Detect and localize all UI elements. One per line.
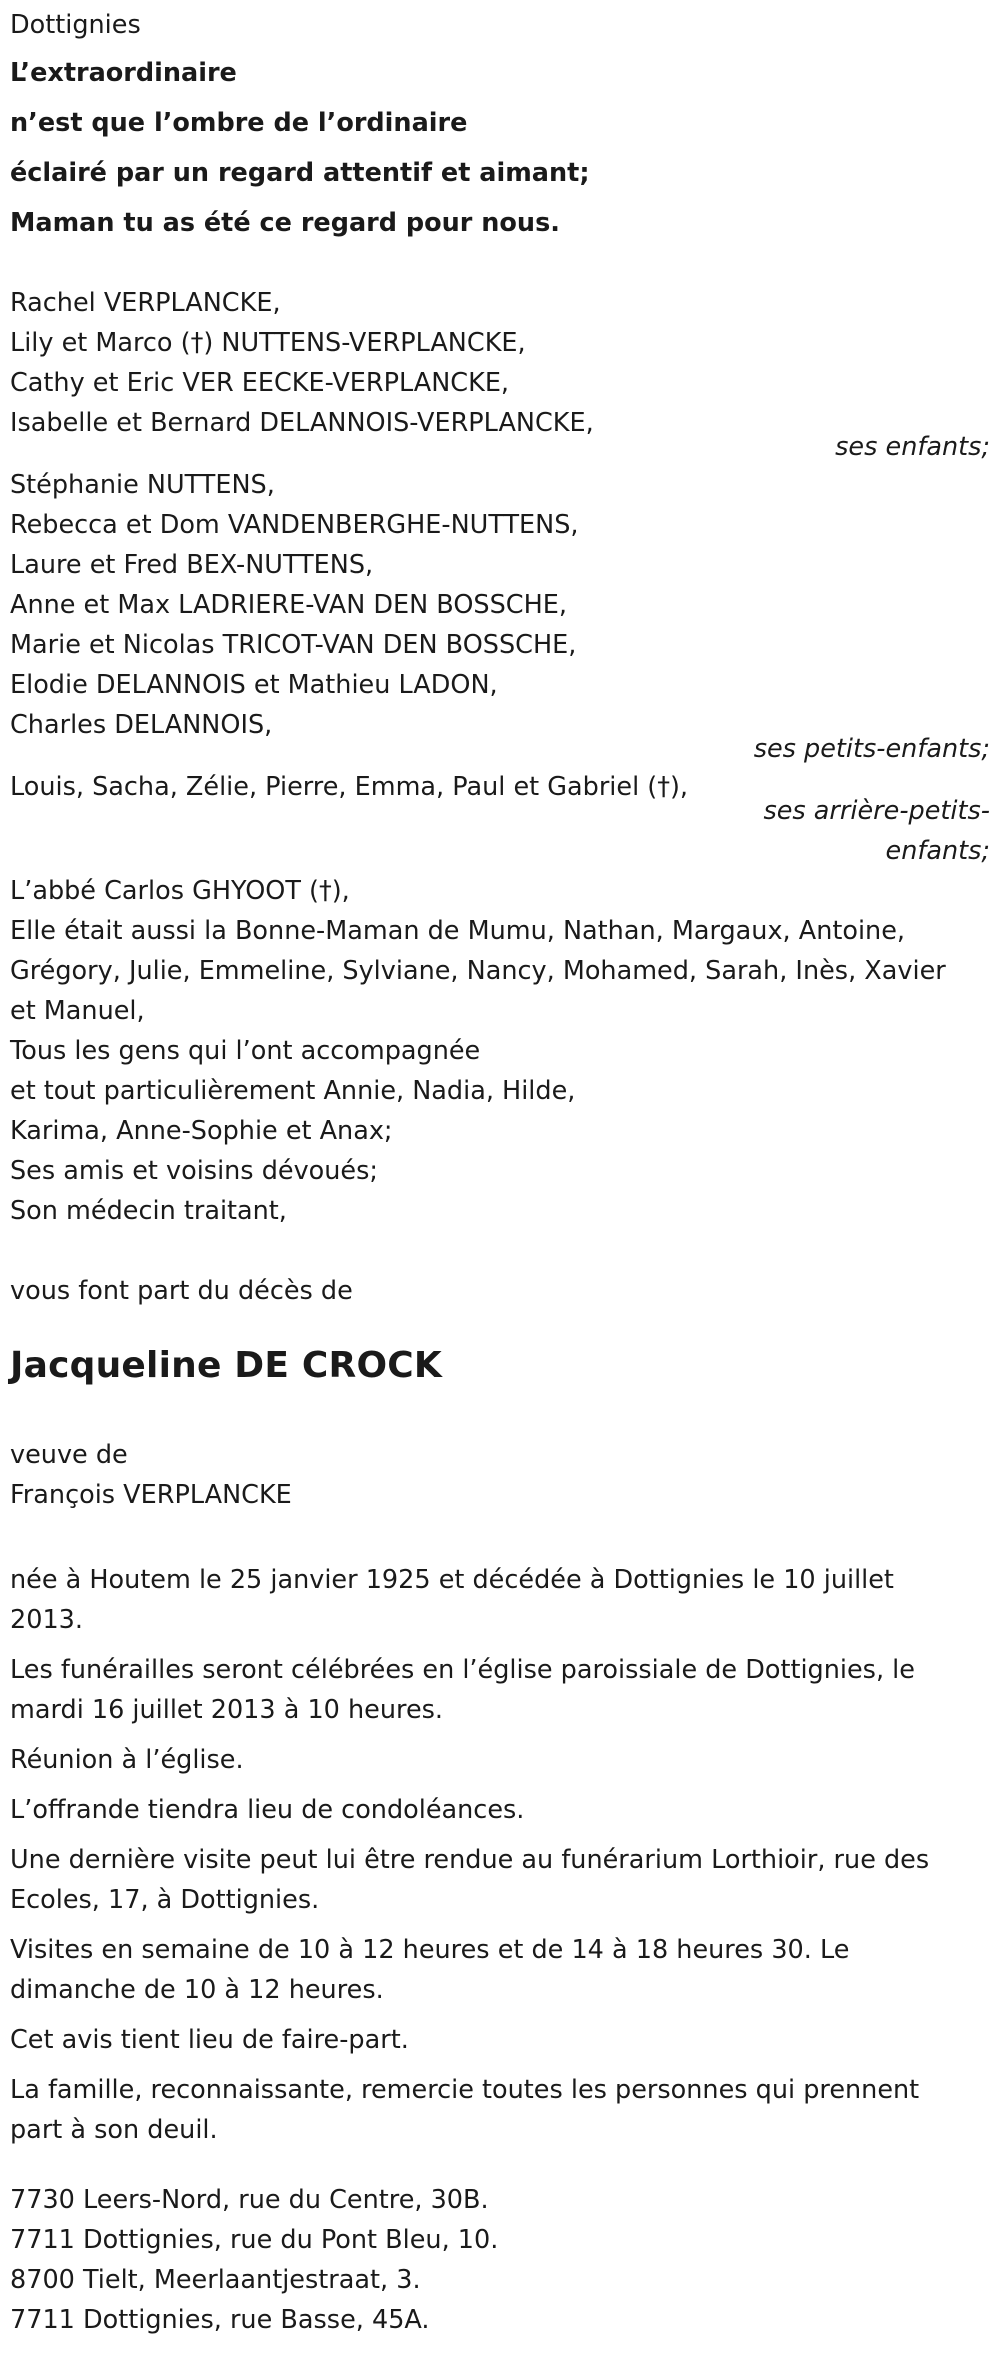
grandchild-2: Rebecca et Dom VANDENBERGHE-NUTTENS, <box>10 510 579 540</box>
detail-offering: L’offrande tiendra lieu de condoléances. <box>10 1795 525 1825</box>
detail-visit: Une dernière visite peut lui être rendue au funérarium Lorthioir, rue des Ecoles, 17, à Dottignies. <box>10 1845 930 1915</box>
child-4: Isabelle et Bernard DELANNOIS-VERPLANCKE, <box>10 408 594 438</box>
detail-birth-death: née à Houtem le 25 janvier 1925 et décédée à Dottignies le 10 juillet 2013. <box>10 1565 894 1635</box>
child-2: Lily et Marco (†) NUTTENS-VERPLANCKE, <box>10 328 526 358</box>
grandchild-4: Anne et Max LADRIERE-VAN DEN BOSSCHE, <box>10 590 567 620</box>
poem-line-1: L’extraordinaire <box>10 58 237 88</box>
grandchildren-label: ses petits-enfants; <box>753 734 990 764</box>
other-9: Son médecin traitant, <box>10 1196 287 1226</box>
deceased-name: Jacqueline DE CROCK <box>10 1345 442 1386</box>
address-4: 7711 Dottignies, rue Basse, 45A. <box>10 2305 430 2335</box>
location: Dottignies <box>10 10 141 40</box>
widow-of-label: veuve de <box>10 1440 128 1470</box>
great-grandchildren-label-2: enfants; <box>885 836 990 866</box>
detail-visit-hours: Visites en semaine de 10 à 12 heures et de 14 à 18 heures 30. Le dimanche de 10 à 12 heures. <box>10 1935 850 2005</box>
address-3: 8700 Tielt, Meerlaantjestraat, 3. <box>10 2265 421 2295</box>
grandchild-5: Marie et Nicolas TRICOT-VAN DEN BOSSCHE, <box>10 630 577 660</box>
poem-line-2: n’est que l’ombre de l’ordinaire <box>10 108 468 138</box>
announcement: vous font part du décès de <box>10 1276 353 1306</box>
detail-notice: Cet avis tient lieu de faire-part. <box>10 2025 409 2055</box>
other-5: Tous les gens qui l’ont accompagnée <box>10 1036 481 1066</box>
other-8: Ses amis et voisins dévoués; <box>10 1156 378 1186</box>
address-1: 7730 Leers-Nord, rue du Centre, 30B. <box>10 2185 489 2215</box>
grandchild-1: Stéphanie NUTTENS, <box>10 470 275 500</box>
detail-reunion: Réunion à l’église. <box>10 1745 244 1775</box>
grandchild-3: Laure et Fred BEX-NUTTENS, <box>10 550 374 580</box>
other-2: Elle était aussi la Bonne-Maman de Mumu, Nathan, Margaux, Antoine, <box>10 916 906 946</box>
other-1: L’abbé Carlos GHYOOT (†), <box>10 876 350 906</box>
children-label: ses enfants; <box>835 432 990 462</box>
other-4: et Manuel, <box>10 996 145 1026</box>
child-3: Cathy et Eric VER EECKE-VERPLANCKE, <box>10 368 510 398</box>
detail-funeral: Les funérailles seront célébrées en l’église paroissiale de Dottignies, le mardi 16 juillet 2013 à 10 heures. <box>10 1655 915 1725</box>
great-grandchildren-label-1: ses arrière-petits- <box>763 796 990 826</box>
grandchild-7: Charles DELANNOIS, <box>10 710 273 740</box>
grandchild-6: Elodie DELANNOIS et Mathieu LADON, <box>10 670 498 700</box>
address-2: 7711 Dottignies, rue du Pont Bleu, 10. <box>10 2225 499 2255</box>
other-7: Karima, Anne-Sophie et Anax; <box>10 1116 393 1146</box>
widow-of-name: François VERPLANCKE <box>10 1480 292 1510</box>
poem-line-4: Maman tu as été ce regard pour nous. <box>10 208 560 238</box>
other-6: et tout particulièrement Annie, Nadia, Hilde, <box>10 1076 576 1106</box>
detail-thanks: La famille, reconnaissante, remercie toutes les personnes qui prennent part à son deuil. <box>10 2075 920 2145</box>
child-1: Rachel VERPLANCKE, <box>10 288 281 318</box>
great-grandchildren: Louis, Sacha, Zélie, Pierre, Emma, Paul et Gabriel (†), <box>10 772 689 802</box>
poem-line-3: éclairé par un regard attentif et aimant; <box>10 158 590 188</box>
other-3: Grégory, Julie, Emmeline, Sylviane, Nancy, Mohamed, Sarah, Inès, Xavier <box>10 956 946 986</box>
